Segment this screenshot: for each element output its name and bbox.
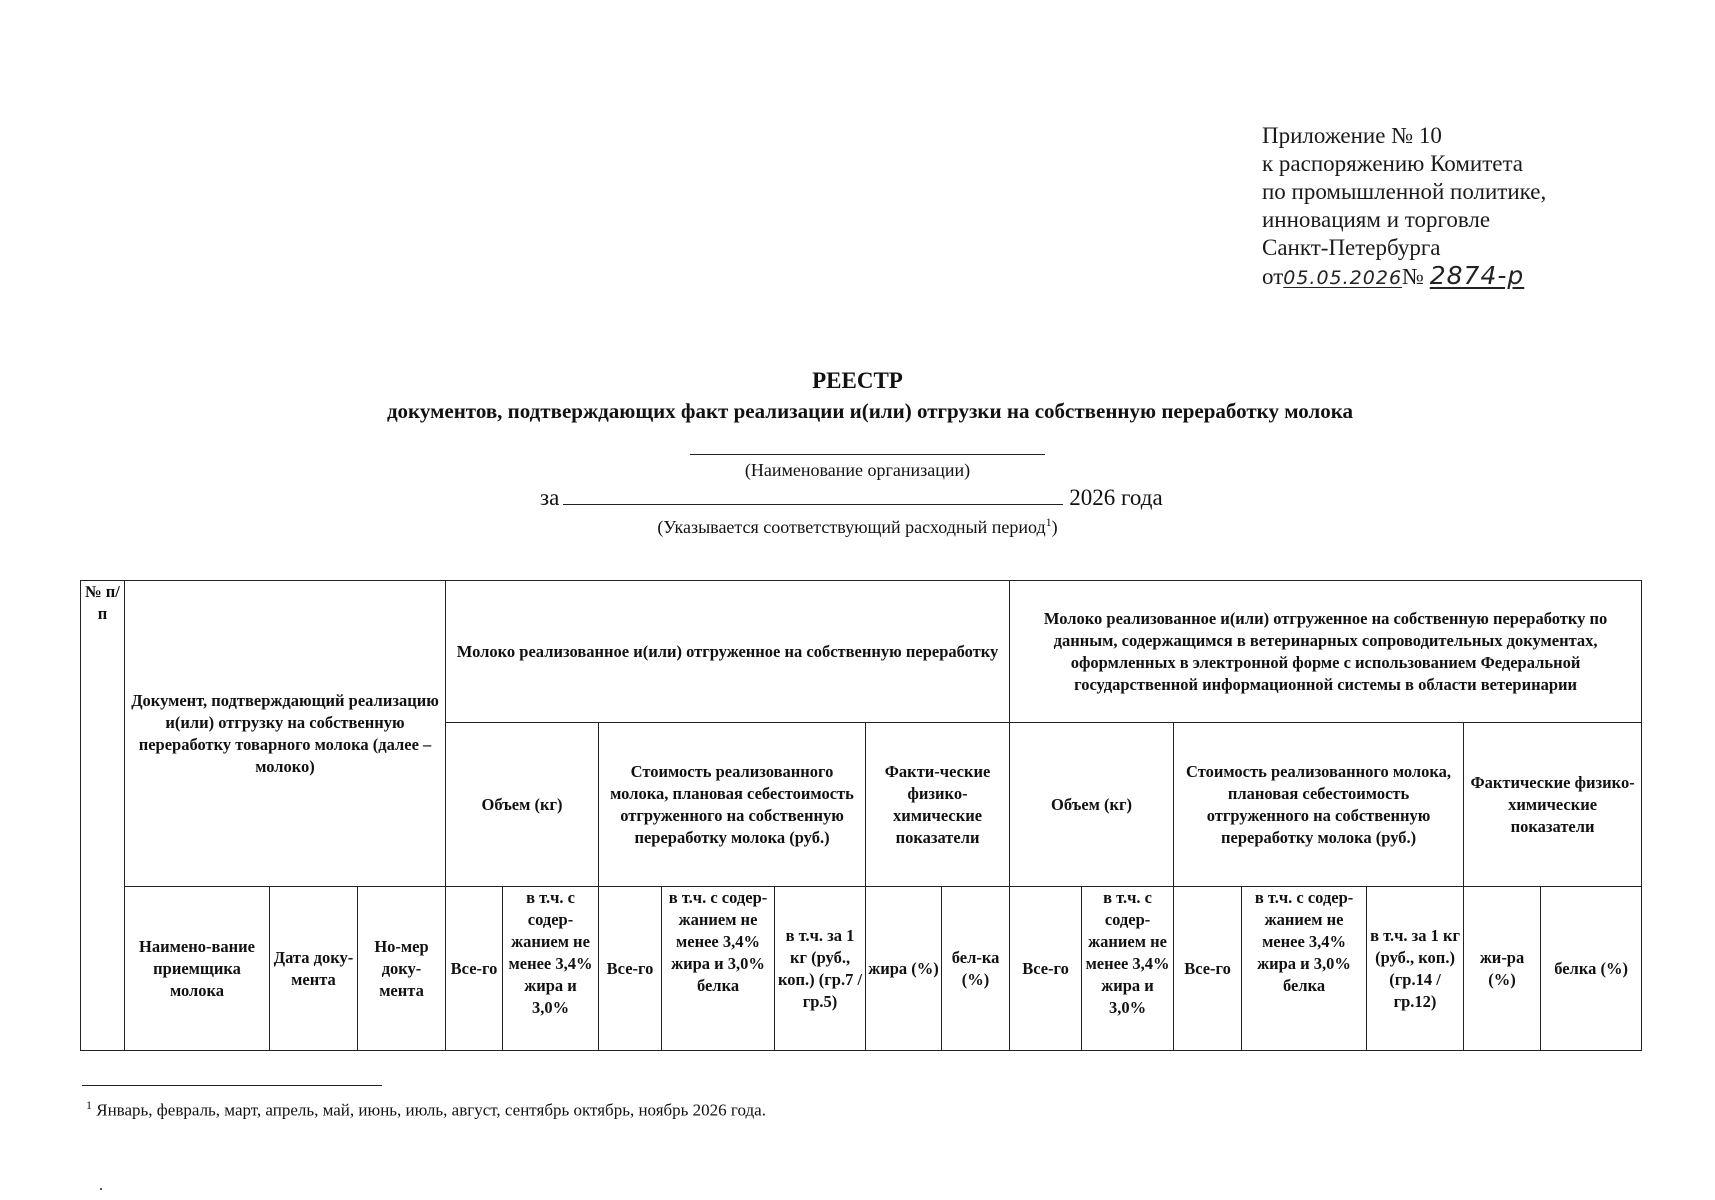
- period-prefix: за: [540, 485, 560, 510]
- document-subtitle: документов, подтверждающих факт реализации и(или) отгрузки на собственную переработку молока: [386, 399, 1354, 423]
- appendix-line: по промышленной политике,: [1262, 179, 1547, 204]
- group-header-vet-docs: Молоко реализованное и(или) отгруженное на собственную переработку по данным, содержащимся в ветеринарных сопроводительных документах, оформленных в электронной форме с использованием Федеральной государственной информационной системы в области ветеринарии: [1010, 581, 1642, 723]
- subheader-protein: бел-ка (%): [942, 887, 1010, 1051]
- appendix-line: инновациям и торговле: [1262, 207, 1491, 232]
- appendix-title: Приложение № 10: [1262, 123, 1442, 148]
- subheader-cost-total-vet: Все-го: [1174, 887, 1242, 1051]
- appendix-date-number: [1262, 262, 1546, 292]
- subheader-doc-number: Но-мер доку-мента: [358, 887, 446, 1051]
- subheader-protein-vet: белка (%): [1541, 887, 1642, 1051]
- col-header-number: № п/п: [81, 581, 125, 1051]
- order-number: 2874-р: [1429, 261, 1525, 290]
- subheader-cost-per-kg-vet: в т.ч. за 1 кг (руб., коп.) (гр.14 / гр.12): [1367, 887, 1464, 1051]
- col-header-document: Документ, подтверждающий реализацию и(или) отгрузку на собственную переработку товарного молока (далее – молоко): [125, 581, 446, 887]
- number-sign: №: [1402, 264, 1424, 289]
- subheader-volume-total: Все-го: [446, 887, 503, 1051]
- subheader-cost-incl: в т.ч. с содер-жанием не менее 3,4% жира и 3,0% белка: [662, 887, 775, 1051]
- subheader-volume-incl-vet: в т.ч. с содер-жанием не менее 3,4% жира и 3,0%: [1082, 887, 1174, 1051]
- group-header-sales: Молоко реализованное и(или) отгруженное на собственную переработку: [446, 581, 1010, 723]
- order-date: 05.05.2026: [1283, 267, 1403, 289]
- subheader-cost-total: Все-го: [599, 887, 662, 1051]
- period-blank-line: [563, 484, 1063, 505]
- organization-caption: (Наименование организации): [744, 460, 971, 480]
- period-suffix: 2026 года: [1069, 485, 1163, 510]
- footnote-ref: 1: [1045, 515, 1052, 529]
- appendix-block: [1262, 122, 1546, 292]
- footnote-mark: 1: [86, 1098, 92, 1112]
- appendix-line: Санкт-Петербурга: [1262, 235, 1441, 260]
- registry-table: [80, 580, 1642, 1051]
- footnote: [86, 1098, 766, 1121]
- header-cost-vet: Стоимость реализованного молока, плановая себестоимость отгруженного на собственную переработку молока (руб.): [1174, 723, 1464, 887]
- appendix-line: к распоряжению Комитета: [1262, 151, 1523, 176]
- from-prefix: от: [1262, 264, 1284, 289]
- period-caption-close: ): [1051, 517, 1058, 537]
- subheader-cost-incl-vet: в т.ч. с содер-жанием не менее 3,4% жира и 3,0% белка: [1242, 887, 1367, 1051]
- subheader-volume-incl: в т.ч. с содер-жанием не менее 3,4% жира и 3,0%: [503, 887, 599, 1051]
- header-physchem: Факти-ческие физико-химические показатели: [866, 723, 1010, 887]
- header-cost: Стоимость реализованного молока, плановая себестоимость отгруженного на собственную переработку молока (руб.): [599, 723, 866, 887]
- subheader-date: Дата доку-мента: [270, 887, 358, 1051]
- subheader-fat-vet: жи-ра (%): [1464, 887, 1541, 1051]
- organization-name-line: [690, 454, 1045, 455]
- document-title: РЕЕСТР: [812, 368, 903, 393]
- header-volume: Объем (кг): [446, 723, 599, 887]
- footnote-text: Январь, февраль, март, апрель, май, июнь, июль, август, сентябрь октябрь, ноябрь 2026 года.: [92, 1100, 766, 1120]
- scan-speck: [100, 1188, 102, 1190]
- header-physchem-vet: Фактические физико-химические показатели: [1464, 723, 1642, 887]
- subheader-receiver: Наимено-вание приемщика молока: [125, 887, 270, 1051]
- footnote-separator: [82, 1085, 382, 1086]
- subheader-volume-total-vet: Все-го: [1010, 887, 1082, 1051]
- period-caption-text: (Указывается соответствующий расходный период: [657, 517, 1046, 537]
- period-caption: [0, 515, 1715, 538]
- period-row: [540, 484, 1163, 511]
- subheader-cost-per-kg: в т.ч. за 1 кг (руб., коп.) (гр.7 / гр.5): [775, 887, 866, 1051]
- header-volume-vet: Объем (кг): [1010, 723, 1174, 887]
- subheader-fat: жира (%): [866, 887, 942, 1051]
